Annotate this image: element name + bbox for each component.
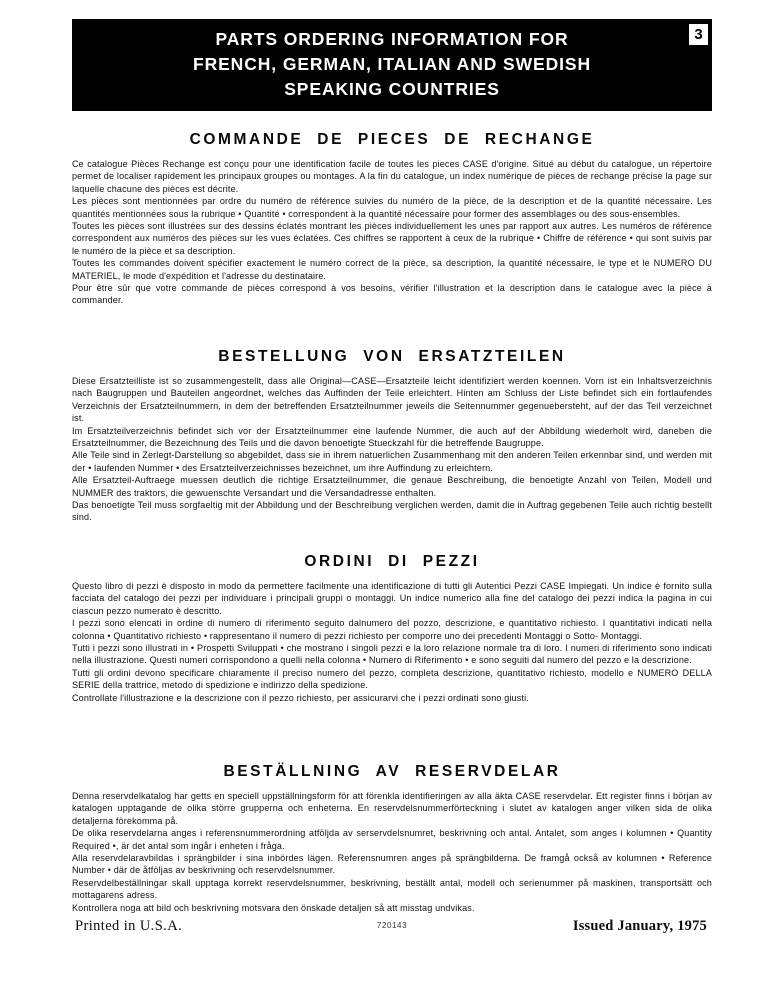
section-heading-swedish: BESTÄLLNING AV RESERVDELAR: [223, 763, 561, 780]
banner-title-line-3: SPEAKING COUNTRIES: [284, 79, 500, 99]
banner-title-block: [72, 27, 712, 102]
footer-issued-date: Issued January, 1975: [572, 918, 707, 934]
paragraph: Ce catalogue Pièces Rechange est conçu pour une identification facile de toutes les pieces CASE d'origine. Situé au début du catalogue, un répertoire permet de localiser rapidement les principaux groupes ou montages. A la fin du catalogue, un index numérique de pièces de rechange précise la page sur laquelle chacune des pièces est décrite.: [72, 159, 712, 194]
section-german: [72, 348, 712, 524]
paragraph: Diese Ersatzteilliste ist so zusammengestellt, dass alle Original—CASE—Ersatzteile leicht identifiziert werden koennen. Vorn ist ein Inhaltsverzeichnis nach Baugruppen und Bauteilen angeordnet, welches das Auffinden der Teile erleichtert. Hinten am Schluss der Liste befindet sich ein fortlaufendes Verzeichnis der Ersatzteilnummern, in dem der betreffenden Ersatzteilnummer jeweils die Seitennummer gegenuebersteht, auf der das Teil verzeichnet ist.: [72, 376, 712, 424]
section-heading-italian: ORDINI DI PEZZI: [304, 553, 480, 570]
paragraph: Kontrollera noga att bild och beskrivning motsvara den önskade detaljen så att misstag undvikas.: [72, 902, 475, 913]
paragraph: Im Ersatzteilverzeichnis befindet sich vor der Ersatzteilnummer eine laufende Nummer, die auch auf der Abbildung wiederholt wird, daneben die Ersatzteilnummer, die Bezeichnung des Teils und die davon benoetigte Stueckzahl für die betreffende Baugruppe.: [72, 425, 712, 449]
page-footer: [72, 918, 712, 942]
section-swedish: [72, 763, 712, 914]
paragraph: Tutti i pezzi sono illustrati in • Prospetti Sviluppati • che mostrano i singoli pezzi e la loro relazione normale tra di loro. I numeri di riferimento sono indicati nella illustrazione. Questi numeri corrispondono a quelli nella colonna • Numero di Riferimento • e sono seguiti dal numero del pezzo e la descrizione.: [72, 643, 712, 666]
paragraph: De olika reservdelarna anges i referensnummerordning atföljda av serservdelsnumret, beskrivning och antal. Antalet, som anges i kolumnen • Quantity Required •, är det antal som ingår i enheten i fråga.: [72, 828, 712, 851]
page-number-badge: 3: [689, 24, 708, 45]
paragraph: Das benoetigte Teil muss sorgfaeltig mit der Abbildung und der Beschreibung verglichen werden, damit die in Auftrag gegebenen Teile auch richtig bestellt sind.: [72, 500, 712, 523]
paragraph: Alla reservdelaravbildas i sprängbilder i sina inbördes lägen. Referensnumren anges på sprängbilderna. De framgå också av kolumnen • Reference Number • där de åtföljas av beskrivning och reservdelsnummer.: [72, 853, 712, 876]
section-french: [72, 131, 712, 307]
section-heading-french: COMMANDE DE PIECES DE RECHANGE: [189, 131, 595, 148]
paragraph: Les pièces sont mentionnées par ordre du numéro de référence suivies du numéro de la pièce, de la description et de la quantité nécessaire. Les quantités mentionnées sous la rubrique • Quantité • correspondent à la quantité nécessaire pour former des assemblages ou des sous-ensembles.: [72, 196, 712, 219]
paragraph: Questo libro di pezzi è disposto in modo da permettere facilmente una identificazione di tutti gli Autentici Pezzi CASE Impiegati. Un indice è fornito sulla facciata del catalogo dei pezzi per individuare i principali gruppi o montaggi. Un indice numerico alla fine del catalogo dei pezzi indica la pagina in cui ciascun pezzo numerato è descritto.: [72, 581, 712, 616]
footer-part-number: 720143: [376, 921, 408, 930]
paragraph: Denna reservdelkatalog har getts en speciell uppställningsform för att förenkla identifieringen av alla äkta CASE reservdelar. Ett register finns i början av katalogen upptagande de olika större grupperna och enheterna. En reservdelsnummerförteckning i slutet av katalogen anger vilken sida de olika detaljerna förekomma på.: [72, 791, 712, 826]
paragraph: Toutes les pièces sont illustrées sur des dessins éclatés montrant les pièces individuellement les unes par rapport aux autres. Les numéros de référence correspondent aux numéros des pièces sur les vues éclatées. Ces chiffres se rapportent à ceux de la rubrique • Chiffre de référence • qui sont suivis par le numéro de la pièce et sa description.: [72, 221, 712, 256]
section-heading-german: BESTELLUNG VON ERSATZTEILEN: [218, 348, 566, 365]
paragraph: Alle Ersatzteil-Auftraege muessen deutlich die richtige Ersatzteilnummer, die genaue Beschreibung, die benoetigte Anzahl von Teilen, Modell und NUMMER des traktors, die gewuenschte Versandart und die Versandadresse enthalten.: [72, 475, 712, 498]
paragraph: Tutti gli ordini devono specificare chiaramente il preciso numero del pezzo, completa descrizione, quantitativo richiesto, modello e NUMERO DELLA SERIE della trattrice, metodo di spedizione e indirizzo della spedizione.: [72, 667, 712, 691]
page-header-banner: [72, 19, 712, 111]
paragraph: Reservdelbeställningar skall upptaga korrekt reservdelsnummer, beskrivning, beställt antal, modell och serienummer på maskinen, transportsätt och mottagarens adress.: [72, 877, 712, 901]
footer-printed-in: Printed in U.S.A.: [75, 918, 183, 934]
paragraph: Toutes les commandes doivent spécifier exactement le numéro correct de la pièce, sa description, la quantité nécessaire, le type et le NUMERO DU MATERIEL, le mode d'expédition et l'adresse du destinataire.: [72, 258, 712, 281]
banner-title-line-1: PARTS ORDERING INFORMATION FOR: [215, 29, 569, 49]
paragraph: Alle Teile sind in Zerlegt-Darstellung so abgebildet, dass sie in ihrem natuerlichen Zusammenhang mit den anderen Teilen erkennbar sind, und werden mit der • laufenden Nummer • des Ersatzteilverzeichnisses bezeichnet, um ihre Auffindung zu erleichtern.: [72, 450, 712, 473]
paragraph: Controllate l'illustrazione e la descrizione con il pezzo richiesto, per assicurarvi che i pezzi ordinati sono giusti.: [72, 692, 529, 703]
section-italian: [72, 553, 712, 704]
banner-title-line-2: FRENCH, GERMAN, ITALIAN AND SWEDISH: [192, 54, 592, 74]
paragraph: I pezzi sono elencati in ordine di numero di riferimento seguito dalnumero del pozzo, descrizione, e quantitativo richiesto. I quantitativi indicati nella colonna • Quantitativo richiesto • rappresentano il numero di pezzi richiesto per comporre uno dei precedenti Montaggi o Sotto- Montaggi.: [72, 618, 712, 641]
paragraph: Pour être sûr que votre commande de pièces correspond à vos besoins, vérifier l'illustration et la description dans le catalogue avec la pièce à commander.: [72, 283, 712, 306]
